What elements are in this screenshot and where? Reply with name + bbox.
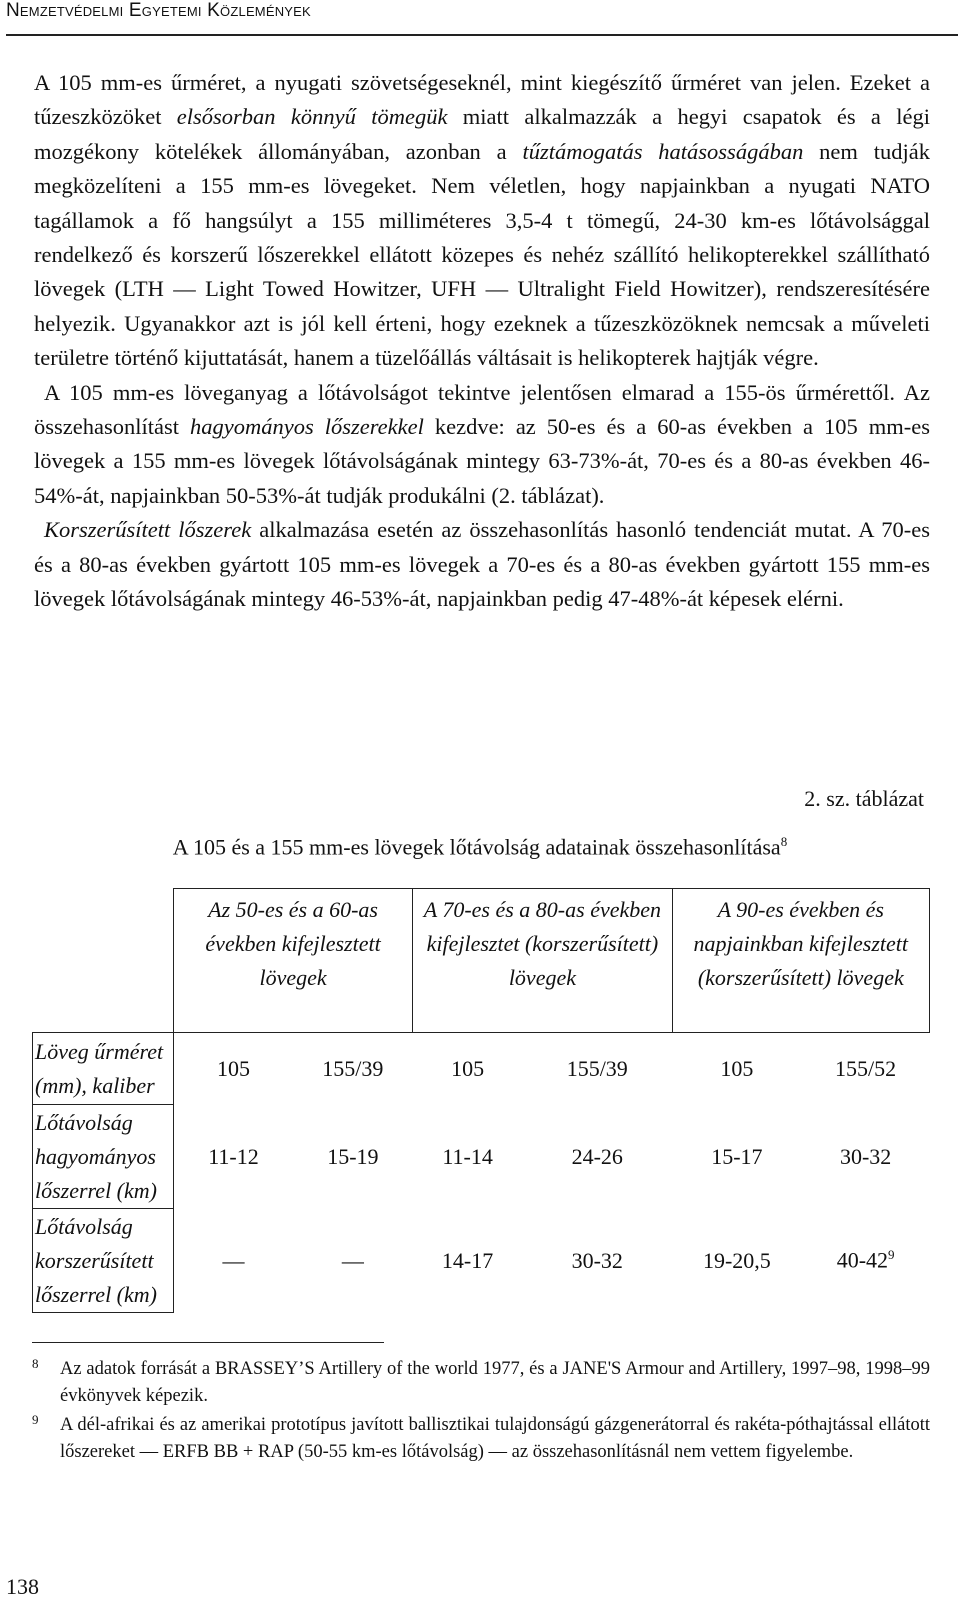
table-cell: 30-32: [839, 1143, 892, 1169]
emphasis-text: hagyományos lőszerekkel: [189, 414, 424, 440]
table-cell: 105: [720, 1055, 754, 1081]
table-cell: 105: [216, 1055, 250, 1081]
table-cell: 14-17: [441, 1247, 494, 1273]
paragraph-1: [34, 66, 930, 376]
body-text: [34, 66, 930, 617]
header-rule: [6, 34, 958, 36]
footnote-8: [32, 1356, 930, 1410]
table-cell: 30-32: [571, 1247, 623, 1273]
table-cell: 105: [451, 1055, 485, 1081]
table-cell: 11-12: [208, 1143, 259, 1169]
table-title: [0, 834, 960, 860]
row-label: Löveg űrméret (mm), kaliber: [33, 1033, 174, 1105]
table-number: 2. sz. táblázat: [804, 786, 924, 811]
table-cell-footnote-ref: 9: [888, 1247, 895, 1263]
footnote-9: [32, 1412, 930, 1466]
table-cell-footnoted: [802, 1209, 930, 1313]
row-label: Lőtávolság korszerűsített lőszerrel (km): [33, 1209, 174, 1313]
table-cell: 155/39: [566, 1055, 628, 1081]
running-header: Nemzetvédelmi Egyetemi Közlemények: [6, 0, 311, 21]
text-run: A 105 mm-es löveganyag a lőtávolságot tekintve jelentősen elmarad a 155-ös űrmérettől. Az összehasonlítást: [34, 379, 930, 440]
table-title-text: A 105 és a 155 mm-es lövegek lőtávolság adatainak összehasonlítása: [172, 834, 781, 860]
table-cell: 19-20,5: [702, 1247, 771, 1273]
table-cell: 15-17: [711, 1143, 763, 1169]
emphasis-text: elsősorban könnyű tömegük: [176, 104, 448, 130]
footnote-text: Az adatok forrását a BRASSEY’S Artillery of the world 1977, és a JANE'S Armour and Artillery, 1997–98, 1998–99 évkönyvek képezik.: [60, 1359, 930, 1406]
footnote-rule: [32, 1342, 384, 1343]
emphasis-text: Korszerűsített lőszerek: [44, 517, 252, 543]
table-cell: 155/52: [835, 1055, 897, 1081]
table-cell: —: [341, 1247, 364, 1273]
row-label: Lőtávolság hagyományos lőszerrel (km): [33, 1105, 174, 1209]
table-title-footnote-ref: 8: [780, 834, 788, 849]
table-corner: [33, 889, 174, 1033]
table-cell: 11-14: [442, 1143, 493, 1169]
text-run: kezdve: az 50-es és a 60-as években a 105 mm-es lövegek a 155 mm-es lövegek lőtávolságának mintegy 63-73%-át, 70-es és a 80-as években 46-54%-át, napjainkban 50-53%-át tudják produkálni (2. táblázat).: [34, 414, 930, 508]
column-group-header: A 90-es években és napjainkban kifejlesztett (korszerűsített) lövegek: [672, 889, 929, 1033]
comparison-table: [32, 888, 930, 1313]
text-run: alkalmazása esetén az összehasonlítás hasonló tendenciát mutat. A 70-es és a 80-as években gyártott 105 mm-es lövegek a 70-es és a 80-as években gyártott 155 mm-es lövegek lőtávolságának mintegy 46-53%-át, napjainkban pedig 47-48%-át képesek elérni.: [34, 517, 930, 612]
table-cell: 24-26: [571, 1143, 623, 1169]
text-run: nem tudják megközelíteni a 155 mm-es lövegeket. Nem véletlen, hogy napjainkban a nyugati NATO tagállamok a fő hangsúlyt a 155 milliméteres 3,5-4 t tömegű, 24-30 km-es lőtávolsággal rendelkező és korszerű lőszerekkel ellátott közepes és nehéz szállító helikopterekkel szállítható lövegek (LTH — Light Towed Howitzer, UFH — Ultralight Field Howitzer), rendszeresítésére helyezik. Ugyanakkor azt is jól kell érteni, hogy ezeknek a tűzeszközöknek nemcsak a műveleti területre történő kijuttatását, hanem a tüzelőállás váltásait is helikopterek hajtják végre.: [34, 138, 930, 371]
footnote-mark: 9: [32, 1412, 39, 1427]
footnote-mark: 8: [32, 1356, 39, 1371]
column-group-header: A 70-es és a 80-as években kifejlesztet (korszerűsített) lövegek: [413, 889, 672, 1033]
table-cell: —: [222, 1247, 245, 1273]
table-cell: 15-19: [327, 1143, 379, 1169]
footnote-text: A dél-afrikai és az amerikai prototípus javított ballisztikai tulajdonságú gázgenerátorral és rakéta-póthajtással ellátott lőszereket — ERFB BB + RAP (50-55 km-es lőtávolság) — az összehasonlításnál nem vettem figyelembe.: [60, 1415, 930, 1462]
column-group-header: Az 50-es és a 60-as években kifejlesztett lövegek: [173, 889, 412, 1033]
footnotes: [32, 1356, 930, 1468]
text-run: miatt alkalmazzák a hegyi csapatok és a légi mozgékony kötelékek állományában, azonban a: [34, 104, 931, 164]
text-run: A 105 mm-es űrméret, a nyugati szövetségeseknél, mint kiegészítő űrméret van jelen. Ezeket a tűzeszközöket: [34, 70, 930, 130]
paragraph-2: [34, 376, 930, 514]
emphasis-text: tűztámogatás hatásosságában: [522, 138, 804, 164]
table-cell-value: 40-42: [836, 1247, 889, 1273]
table-cell: 155/39: [322, 1055, 384, 1081]
paragraph-3: [34, 513, 930, 616]
page-number: 138: [6, 1574, 39, 1599]
